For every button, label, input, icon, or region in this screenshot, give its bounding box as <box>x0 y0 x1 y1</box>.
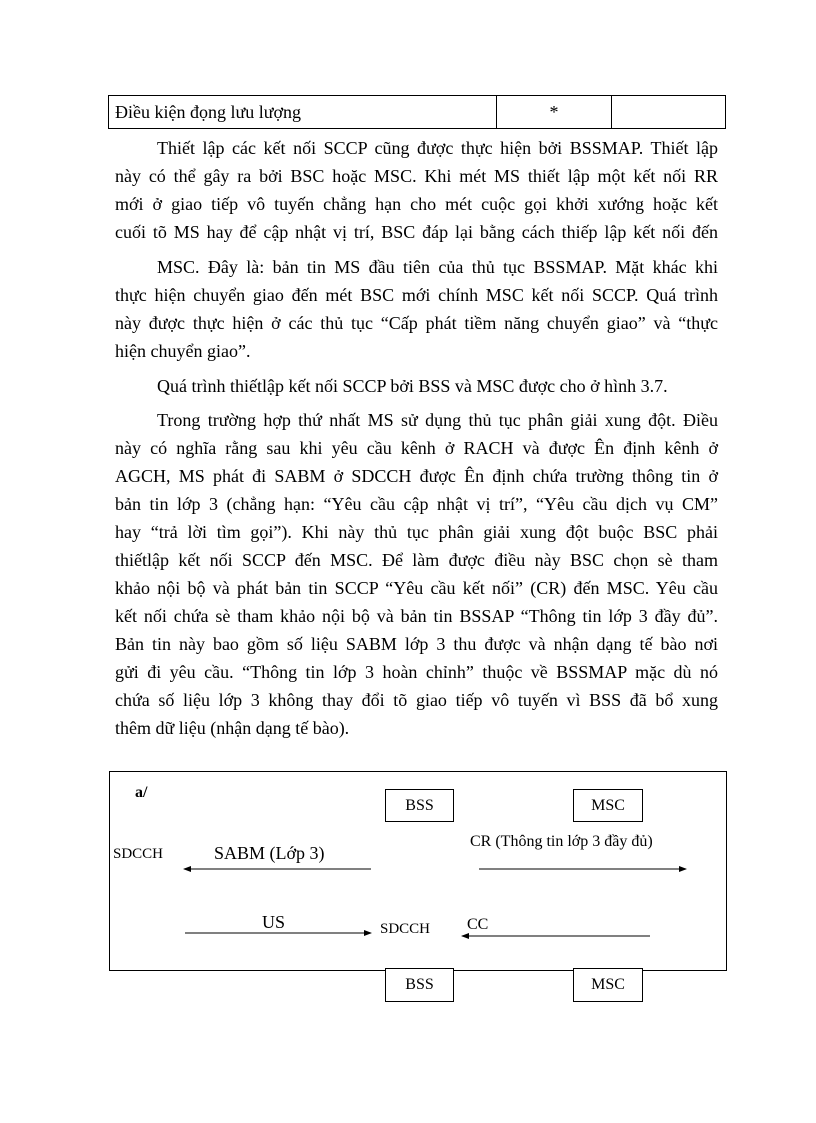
bss-box-top: BSS <box>385 789 454 822</box>
paragraph-line: chứa số liệu lớp 3 không thay đổi tõ giao tiếp vô tuyến vì BSS đã bổ xung <box>115 690 718 710</box>
bss-box-bottom: BSS <box>385 968 454 1002</box>
paragraph-line: này có nghĩa rằng sau khi yêu cầu kênh ở RACH và được Ên định kênh ở <box>115 438 718 458</box>
paragraph-line: Thiết lập các kết nối SCCP cũng được thực hiện bởi BSSMAP. Thiết lập <box>157 138 718 158</box>
paragraph-line: MSC. Đây là: bản tin MS đầu tiên của thủ tục BSSMAP. Mặt khác khi <box>157 257 718 277</box>
sdcch-label-mid: SDCCH <box>380 921 431 937</box>
paragraph-line: này có thể gây ra bởi BSC hoặc MSC. Khi mét MS thiết lập một kết nối RR <box>115 166 718 186</box>
paragraph-line: thực hiện chuyển giao đến mét BSC mới chính MSC kết nối SCCP. Quá trình <box>115 285 718 305</box>
paragraph-line: Bản tin này bao gồm số liệu SABM lớp 3 thu được và nhận dạng tế bào nơi <box>115 634 718 654</box>
table-cell: * <box>497 96 612 128</box>
diagram-label-a: a/ <box>135 784 148 801</box>
sdcch-label-left: SDCCH <box>113 846 164 862</box>
msc-box-bottom: MSC <box>573 968 643 1002</box>
paragraph-line: AGCH, MS phát đi SABM ở SDCCH được Ên định chứa trường thông tin ở <box>115 466 718 486</box>
paragraph-line: kết nối chứa sè tham khảo nội bộ và bản tin BSSAP “Thông tin lớp 3 đầy đủ”. <box>115 606 718 626</box>
paragraph-line: mới ở giao tiếp vô tuyến chẳng hạn cho mét cuộc gọi khởi xướng hoặc kết <box>115 194 718 214</box>
cr-label: CR (Thông tin lớp 3 đầy đủ) <box>470 833 653 850</box>
paragraph-line: hay “trả lời tìm gọi”). Khi này thủ tục phân giải xung đột buộc BSC phải <box>115 522 718 542</box>
sabm-label: SABM (Lớp 3) <box>214 843 325 863</box>
paragraph-line: Trong trường hợp thứ nhất MS sử dụng thủ tục phân giải xung đột. Điều <box>157 410 718 430</box>
paragraph-line: gửi đi yêu cầu. “Thông tin lớp 3 hoàn chỉnh” thuộc về BSSMAP mặc dù nó <box>115 662 718 682</box>
cc-label: CC <box>467 916 489 933</box>
us-label: US <box>262 912 286 932</box>
paragraph-line: cuối tõ MS hay để cập nhật vị trí, BSC đáp lại bằng cách thiếp lập kết nối đến <box>115 222 718 242</box>
paragraph-line: thiếtlập kết nối SCCP đến MSC. Để làm được điều này BSC chọn sè tham <box>115 550 718 570</box>
paragraph-line: Quá trình thiếtlập kết nối SCCP bởi BSS và MSC được cho ở hình 3.7. <box>157 376 668 396</box>
paragraph-line: hiện chuyển giao”. <box>115 341 251 361</box>
paragraph-line: khảo nội bộ và phát bản tin SCCP “Yêu cầu kết nối” (CR) đến MSC. Yêu cầu <box>115 578 718 598</box>
table-cell: Điều kiện đọng lưu lượng <box>109 96 497 128</box>
paragraph-line: thêm dữ liệu (nhận dạng tế bào). <box>115 718 350 738</box>
msc-box-top: MSC <box>573 789 643 822</box>
paragraph-line: này được thực hiện ở các thủ tục “Cấp phát tiềm năng chuyển giao” và “thực <box>115 313 718 333</box>
paragraph-line: bản tin lớp 3 (chẳng hạn: “Yêu cầu cập nhật vị trí”, “Yêu cầu dịch vụ CM” <box>115 494 718 514</box>
